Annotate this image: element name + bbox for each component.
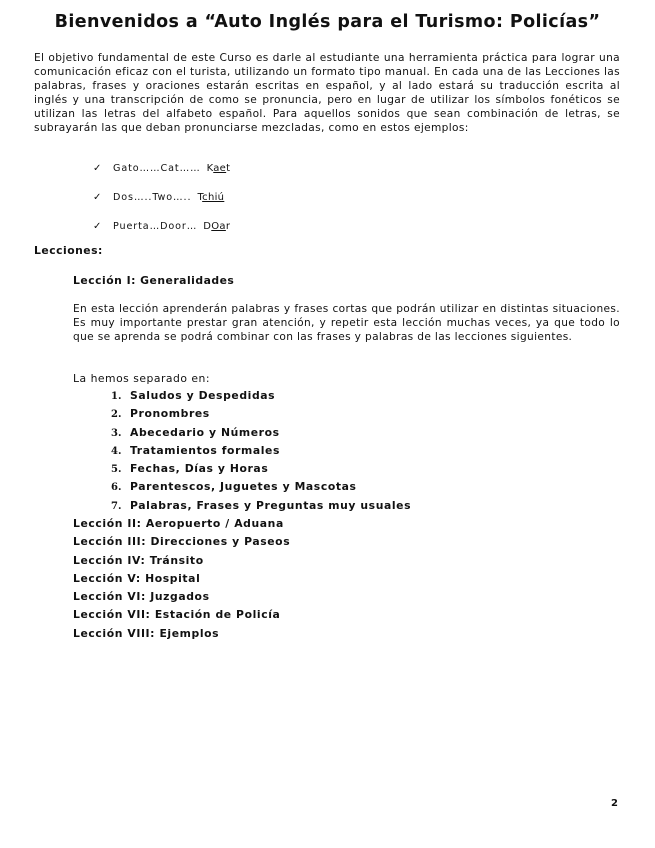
- pron-prefix: K: [206, 163, 214, 174]
- example-item: [93, 221, 230, 250]
- example-text: Puerta…Door…: [113, 221, 198, 232]
- section-item: [111, 407, 411, 425]
- intro-paragraph: El objetivo fundamental de este Curso es darle al estudiante una herramienta práctica para lograr una comunicación eficaz con el turista, utilizando un formato tipo manual. En cada una de las Lecciones las palabras, frases y oraciones estarán escritas en español, y al lado estará su traducción escrita al inglés y una transcripción de como se pronuncia, pero en lugar de utilizar los símbolos fonéticos se utilizan las letras del alfabeto español. Para aquellos sonidos que sean combinación de letras, se subrayarán las que deban pronunciarse mezcladas, como en estos ejemplos:: [34, 52, 620, 135]
- pron-prefix: T: [197, 192, 203, 203]
- section-number: 7.: [111, 500, 122, 512]
- pron-suffix: t: [226, 163, 231, 174]
- checkmark-icon: ✓: [93, 221, 103, 232]
- lesson-item: Lección V: Hospital: [73, 571, 201, 585]
- section-number: 6.: [111, 482, 122, 494]
- lesson-item: Lección III: Direcciones y Paseos: [73, 535, 291, 549]
- section-label: Saludos y Despedidas: [130, 389, 276, 402]
- example-item: [93, 192, 230, 221]
- lesson-item: Lección VII: Estación de Policía: [73, 608, 281, 622]
- lessons-list: [73, 517, 290, 645]
- checkmark-icon: ✓: [93, 192, 103, 203]
- section-label: Palabras, Frases y Preguntas muy usuales: [130, 498, 412, 512]
- section-number: 5.: [111, 464, 122, 476]
- lecciones-heading: Lecciones:: [34, 244, 103, 257]
- sections-list: [111, 389, 411, 517]
- section-number: 4.: [111, 445, 122, 457]
- pron-prefix: D: [203, 221, 212, 232]
- lesson-item: Lección II: Aeropuerto / Aduana: [73, 517, 284, 530]
- section-number: 2.: [111, 409, 122, 421]
- lesson-item: Lección VIII: Ejemplos: [73, 626, 220, 640]
- lesson1-paragraph: En esta lección aprenderán palabras y frases cortas que podrán utilizar en distintas situaciones. Es muy importante prestar gran atención, y repetir esta lección muchas veces, ya que todo lo que se aprenda se podrá combinar con las frases y palabras de las lecciones siguientes.: [73, 303, 620, 344]
- example-pronunciation: [203, 221, 230, 232]
- section-item: [111, 444, 411, 462]
- section-number: 3.: [111, 427, 122, 439]
- section-item: [111, 480, 411, 498]
- section-item: [111, 462, 411, 480]
- lesson1-heading: Lección I: Generalidades: [73, 274, 235, 287]
- pron-underlined: ae: [213, 163, 227, 174]
- section-item: [111, 499, 411, 517]
- section-number: 1.: [111, 391, 122, 402]
- example-text: Dos…..Two…..: [113, 192, 192, 203]
- section-label: Abecedario y Números: [130, 425, 280, 439]
- section-label: Fechas, Días y Horas: [130, 462, 269, 476]
- sections-intro: La hemos separado en:: [73, 372, 211, 385]
- lesson-item: Lección IV: Tránsito: [73, 553, 204, 567]
- section-label: Tratamientos formales: [130, 443, 280, 457]
- page-title: Bienvenidos a “Auto Inglés para el Turismo: Policías”: [54, 12, 601, 32]
- section-label: Parentescos, Juguetes y Mascotas: [130, 480, 357, 494]
- section-label: Pronombres: [130, 407, 210, 421]
- section-item: [111, 389, 411, 407]
- checkmark-icon: ✓: [93, 163, 103, 174]
- page-number: 2: [611, 798, 618, 809]
- example-pronunciation: [197, 192, 224, 203]
- section-item: [111, 426, 411, 444]
- pron-underlined: chiú: [202, 192, 225, 203]
- example-item: [93, 163, 230, 192]
- example-text: Gato……Cat……: [113, 163, 201, 174]
- examples-list: [93, 163, 230, 250]
- pron-suffix: r: [225, 221, 231, 232]
- lesson-item: Lección VI: Juzgados: [73, 590, 210, 604]
- example-pronunciation: [207, 163, 231, 174]
- pron-underlined: Oa: [211, 221, 226, 232]
